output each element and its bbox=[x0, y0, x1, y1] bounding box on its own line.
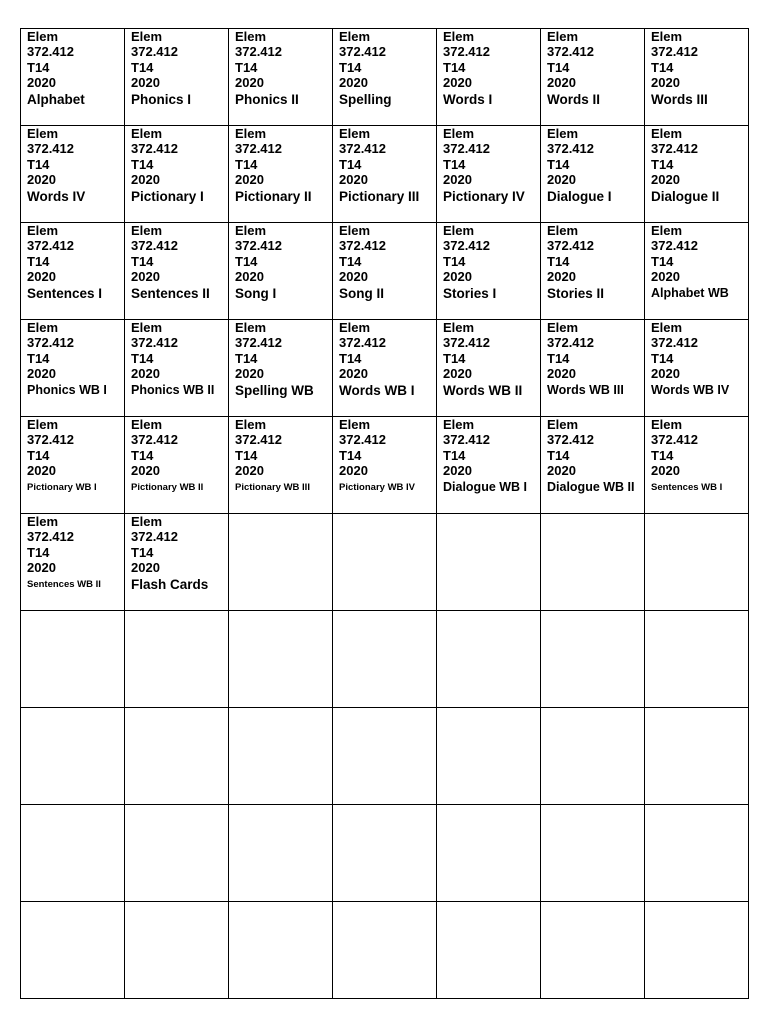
empty-label-cell bbox=[437, 708, 541, 805]
call-number-cutter: T14 bbox=[547, 59, 570, 75]
call-number-year: 2020 bbox=[339, 269, 368, 285]
call-number-year: 2020 bbox=[339, 463, 368, 479]
call-number-prefix: Elem bbox=[651, 417, 683, 432]
call-number-cutter: T14 bbox=[339, 253, 362, 269]
empty-label-cell bbox=[333, 708, 437, 805]
label-title: Pictionary II bbox=[235, 188, 312, 204]
call-number-prefix: Elem bbox=[651, 320, 683, 335]
call-number-prefix: Elem bbox=[131, 126, 163, 141]
spine-label bbox=[125, 223, 229, 320]
label-row bbox=[21, 126, 749, 223]
spine-label bbox=[125, 126, 229, 223]
call-number-year: 2020 bbox=[27, 172, 56, 188]
label-title: Sentences I bbox=[27, 285, 103, 301]
spine-label bbox=[21, 126, 125, 223]
call-number-year: 2020 bbox=[131, 366, 160, 382]
call-number-cutter: T14 bbox=[339, 59, 362, 75]
call-number-class: 372.412 bbox=[131, 141, 178, 157]
call-number-prefix: Elem bbox=[339, 223, 371, 238]
label-title: Words WB III bbox=[547, 382, 624, 397]
call-number-cutter: T14 bbox=[651, 253, 674, 269]
spine-label bbox=[229, 320, 333, 417]
call-number-cutter: T14 bbox=[27, 59, 50, 75]
call-number-cutter: T14 bbox=[131, 350, 154, 366]
call-number-prefix: Elem bbox=[235, 223, 267, 238]
spine-label bbox=[645, 320, 749, 417]
call-number-class: 372.412 bbox=[235, 432, 282, 448]
spine-label bbox=[437, 320, 541, 417]
spine-label bbox=[21, 223, 125, 320]
empty-label-cell bbox=[645, 902, 749, 999]
empty-label-cell bbox=[21, 708, 125, 805]
spine-label bbox=[125, 514, 229, 611]
call-number-prefix: Elem bbox=[547, 320, 579, 335]
spine-label bbox=[229, 417, 333, 514]
label-sheet-table bbox=[20, 28, 749, 999]
label-title: Sentences WB II bbox=[27, 578, 101, 590]
call-number-class: 372.412 bbox=[651, 44, 698, 60]
spine-label bbox=[21, 514, 125, 611]
call-number-class: 372.412 bbox=[235, 44, 282, 60]
spine-label bbox=[333, 320, 437, 417]
call-number-year: 2020 bbox=[547, 75, 576, 91]
spine-label bbox=[125, 320, 229, 417]
call-number-cutter: T14 bbox=[235, 350, 258, 366]
call-number-year: 2020 bbox=[235, 269, 264, 285]
call-number-year: 2020 bbox=[339, 366, 368, 382]
label-title: Words IV bbox=[27, 188, 86, 204]
call-number-year: 2020 bbox=[235, 366, 264, 382]
empty-label-cell bbox=[437, 902, 541, 999]
call-number-class: 372.412 bbox=[27, 432, 74, 448]
call-number-cutter: T14 bbox=[235, 447, 258, 463]
label-title: Words II bbox=[547, 91, 601, 107]
call-number-cutter: T14 bbox=[235, 156, 258, 172]
empty-label-cell bbox=[229, 805, 333, 902]
empty-label-cell bbox=[645, 805, 749, 902]
label-title: Dialogue II bbox=[651, 188, 720, 204]
call-number-cutter: T14 bbox=[131, 544, 154, 560]
call-number-cutter: T14 bbox=[651, 156, 674, 172]
call-number-cutter: T14 bbox=[131, 253, 154, 269]
call-number-year: 2020 bbox=[27, 463, 56, 479]
call-number-year: 2020 bbox=[27, 269, 56, 285]
spine-label bbox=[125, 417, 229, 514]
empty-label-cell bbox=[541, 902, 645, 999]
call-number-class: 372.412 bbox=[27, 44, 74, 60]
call-number-class: 372.412 bbox=[339, 141, 386, 157]
call-number-class: 372.412 bbox=[131, 238, 178, 254]
call-number-year: 2020 bbox=[131, 172, 160, 188]
empty-label-cell bbox=[21, 805, 125, 902]
call-number-prefix: Elem bbox=[547, 126, 579, 141]
call-number-year: 2020 bbox=[443, 269, 472, 285]
call-number-cutter: T14 bbox=[651, 59, 674, 75]
label-title: Sentences WB I bbox=[651, 481, 723, 493]
call-number-cutter: T14 bbox=[27, 253, 50, 269]
empty-label-cell bbox=[21, 902, 125, 999]
call-number-prefix: Elem bbox=[443, 29, 475, 44]
label-row bbox=[21, 514, 749, 611]
spine-label bbox=[21, 417, 125, 514]
call-number-year: 2020 bbox=[131, 560, 160, 576]
call-number-year: 2020 bbox=[547, 366, 576, 382]
label-title: Pictionary WB IV bbox=[339, 481, 416, 493]
call-number-class: 372.412 bbox=[651, 238, 698, 254]
empty-label-cell bbox=[437, 611, 541, 708]
call-number-year: 2020 bbox=[235, 463, 264, 479]
call-number-year: 2020 bbox=[131, 463, 160, 479]
label-title: Alphabet bbox=[27, 91, 85, 107]
call-number-prefix: Elem bbox=[651, 126, 683, 141]
call-number-prefix: Elem bbox=[131, 514, 163, 529]
spine-label bbox=[125, 29, 229, 126]
spine-label bbox=[229, 223, 333, 320]
empty-label-cell bbox=[541, 514, 645, 611]
call-number-class: 372.412 bbox=[339, 238, 386, 254]
spine-label bbox=[541, 417, 645, 514]
empty-label-cell bbox=[229, 611, 333, 708]
spine-label bbox=[437, 223, 541, 320]
call-number-year: 2020 bbox=[443, 366, 472, 382]
call-number-class: 372.412 bbox=[235, 238, 282, 254]
label-title: Words WB IV bbox=[651, 382, 730, 397]
empty-label-cell bbox=[541, 611, 645, 708]
call-number-cutter: T14 bbox=[443, 447, 466, 463]
spine-label bbox=[645, 417, 749, 514]
call-number-year: 2020 bbox=[131, 269, 160, 285]
call-number-prefix: Elem bbox=[443, 223, 475, 238]
spine-label bbox=[333, 126, 437, 223]
label-title: Alphabet WB bbox=[651, 285, 729, 300]
call-number-prefix: Elem bbox=[235, 29, 267, 44]
label-title: Pictionary III bbox=[339, 188, 420, 204]
call-number-cutter: T14 bbox=[651, 447, 674, 463]
call-number-class: 372.412 bbox=[27, 529, 74, 545]
call-number-class: 372.412 bbox=[235, 335, 282, 351]
call-number-class: 372.412 bbox=[27, 141, 74, 157]
call-number-cutter: T14 bbox=[443, 253, 466, 269]
call-number-class: 372.412 bbox=[131, 529, 178, 545]
call-number-prefix: Elem bbox=[547, 29, 579, 44]
spine-label bbox=[645, 126, 749, 223]
empty-label-cell bbox=[333, 805, 437, 902]
empty-label-cell bbox=[437, 805, 541, 902]
call-number-year: 2020 bbox=[339, 172, 368, 188]
call-number-cutter: T14 bbox=[547, 447, 570, 463]
label-row bbox=[21, 223, 749, 320]
call-number-prefix: Elem bbox=[27, 320, 59, 335]
spine-label bbox=[541, 320, 645, 417]
call-number-class: 372.412 bbox=[443, 238, 490, 254]
spine-label bbox=[645, 223, 749, 320]
call-number-class: 372.412 bbox=[443, 335, 490, 351]
call-number-class: 372.412 bbox=[339, 432, 386, 448]
spine-label bbox=[437, 417, 541, 514]
call-number-prefix: Elem bbox=[235, 126, 267, 141]
call-number-class: 372.412 bbox=[547, 238, 594, 254]
empty-label-cell bbox=[645, 611, 749, 708]
label-title: Pictionary IV bbox=[443, 188, 525, 204]
label-row bbox=[21, 29, 749, 126]
call-number-class: 372.412 bbox=[651, 432, 698, 448]
call-number-class: 372.412 bbox=[547, 432, 594, 448]
spine-label bbox=[437, 126, 541, 223]
empty-label-cell bbox=[333, 514, 437, 611]
spine-label bbox=[229, 29, 333, 126]
empty-label-cell bbox=[541, 805, 645, 902]
call-number-year: 2020 bbox=[651, 269, 680, 285]
call-number-class: 372.412 bbox=[547, 141, 594, 157]
call-number-cutter: T14 bbox=[339, 447, 362, 463]
spine-label bbox=[333, 223, 437, 320]
label-title: Phonics II bbox=[235, 91, 299, 107]
spine-label bbox=[645, 29, 749, 126]
call-number-cutter: T14 bbox=[27, 156, 50, 172]
call-number-cutter: T14 bbox=[131, 447, 154, 463]
call-number-prefix: Elem bbox=[443, 126, 475, 141]
call-number-cutter: T14 bbox=[27, 544, 50, 560]
label-row bbox=[21, 417, 749, 514]
call-number-prefix: Elem bbox=[235, 320, 267, 335]
call-number-prefix: Elem bbox=[443, 417, 475, 432]
call-number-year: 2020 bbox=[235, 75, 264, 91]
call-number-prefix: Elem bbox=[131, 320, 163, 335]
empty-label-cell bbox=[125, 708, 229, 805]
empty-label-cell bbox=[125, 805, 229, 902]
call-number-prefix: Elem bbox=[547, 417, 579, 432]
call-number-prefix: Elem bbox=[339, 126, 371, 141]
label-title: Phonics WB II bbox=[131, 382, 215, 397]
call-number-year: 2020 bbox=[27, 560, 56, 576]
call-number-year: 2020 bbox=[547, 172, 576, 188]
call-number-year: 2020 bbox=[651, 366, 680, 382]
call-number-class: 372.412 bbox=[131, 432, 178, 448]
call-number-class: 372.412 bbox=[27, 335, 74, 351]
call-number-class: 372.412 bbox=[339, 335, 386, 351]
call-number-cutter: T14 bbox=[235, 253, 258, 269]
empty-label-cell bbox=[645, 514, 749, 611]
spine-label bbox=[21, 29, 125, 126]
label-title: Words III bbox=[651, 91, 708, 107]
label-row bbox=[21, 902, 749, 999]
call-number-class: 372.412 bbox=[131, 335, 178, 351]
call-number-prefix: Elem bbox=[27, 29, 59, 44]
call-number-prefix: Elem bbox=[131, 417, 163, 432]
call-number-year: 2020 bbox=[27, 366, 56, 382]
label-title: Stories I bbox=[443, 285, 497, 301]
label-title: Pictionary WB II bbox=[131, 481, 204, 493]
call-number-cutter: T14 bbox=[547, 156, 570, 172]
call-number-prefix: Elem bbox=[131, 29, 163, 44]
label-title: Pictionary WB I bbox=[27, 481, 97, 493]
call-number-prefix: Elem bbox=[651, 223, 683, 238]
label-title: Phonics WB I bbox=[27, 382, 107, 397]
empty-label-cell bbox=[333, 611, 437, 708]
label-title: Sentences II bbox=[131, 285, 210, 301]
label-title: Words WB II bbox=[443, 382, 523, 398]
empty-label-cell bbox=[229, 708, 333, 805]
call-number-class: 372.412 bbox=[547, 335, 594, 351]
label-title: Phonics I bbox=[131, 91, 192, 107]
label-title: Song I bbox=[235, 285, 277, 301]
call-number-year: 2020 bbox=[443, 463, 472, 479]
empty-label-cell bbox=[645, 708, 749, 805]
call-number-class: 372.412 bbox=[443, 141, 490, 157]
call-number-class: 372.412 bbox=[651, 141, 698, 157]
call-number-prefix: Elem bbox=[651, 29, 683, 44]
empty-label-cell bbox=[541, 708, 645, 805]
call-number-prefix: Elem bbox=[443, 320, 475, 335]
call-number-class: 372.412 bbox=[443, 44, 490, 60]
empty-label-cell bbox=[21, 611, 125, 708]
label-title: Dialogue WB I bbox=[443, 479, 528, 494]
call-number-cutter: T14 bbox=[547, 350, 570, 366]
spine-label bbox=[333, 29, 437, 126]
label-title: Spelling WB bbox=[235, 382, 314, 398]
call-number-prefix: Elem bbox=[339, 29, 371, 44]
call-number-prefix: Elem bbox=[339, 417, 371, 432]
call-number-cutter: T14 bbox=[131, 59, 154, 75]
spine-label bbox=[541, 126, 645, 223]
call-number-year: 2020 bbox=[547, 269, 576, 285]
call-number-cutter: T14 bbox=[547, 253, 570, 269]
label-title: Words WB I bbox=[339, 382, 415, 398]
call-number-prefix: Elem bbox=[339, 320, 371, 335]
call-number-cutter: T14 bbox=[27, 447, 50, 463]
call-number-cutter: T14 bbox=[443, 350, 466, 366]
call-number-year: 2020 bbox=[443, 172, 472, 188]
call-number-year: 2020 bbox=[651, 463, 680, 479]
call-number-year: 2020 bbox=[651, 75, 680, 91]
call-number-prefix: Elem bbox=[235, 417, 267, 432]
call-number-cutter: T14 bbox=[131, 156, 154, 172]
spine-label bbox=[229, 126, 333, 223]
empty-label-cell bbox=[125, 902, 229, 999]
call-number-year: 2020 bbox=[339, 75, 368, 91]
label-title: Words I bbox=[443, 91, 493, 107]
call-number-cutter: T14 bbox=[443, 59, 466, 75]
label-title: Pictionary WB III bbox=[235, 481, 310, 493]
spine-label bbox=[333, 417, 437, 514]
call-number-year: 2020 bbox=[547, 463, 576, 479]
label-row bbox=[21, 320, 749, 417]
call-number-cutter: T14 bbox=[443, 156, 466, 172]
spine-label bbox=[21, 320, 125, 417]
call-number-cutter: T14 bbox=[235, 59, 258, 75]
label-title: Spelling bbox=[339, 91, 392, 107]
spine-label bbox=[437, 29, 541, 126]
call-number-cutter: T14 bbox=[339, 350, 362, 366]
call-number-class: 372.412 bbox=[131, 44, 178, 60]
empty-label-cell bbox=[229, 902, 333, 999]
empty-label-cell bbox=[437, 514, 541, 611]
call-number-class: 372.412 bbox=[235, 141, 282, 157]
empty-label-cell bbox=[229, 514, 333, 611]
label-row bbox=[21, 611, 749, 708]
label-row bbox=[21, 805, 749, 902]
empty-label-cell bbox=[333, 902, 437, 999]
call-number-prefix: Elem bbox=[27, 417, 59, 432]
label-title: Flash Cards bbox=[131, 576, 209, 592]
call-number-prefix: Elem bbox=[27, 514, 59, 529]
call-number-class: 372.412 bbox=[547, 44, 594, 60]
call-number-cutter: T14 bbox=[27, 350, 50, 366]
label-title: Dialogue I bbox=[547, 188, 612, 204]
spine-label bbox=[541, 223, 645, 320]
call-number-year: 2020 bbox=[27, 75, 56, 91]
call-number-year: 2020 bbox=[651, 172, 680, 188]
spine-label bbox=[541, 29, 645, 126]
empty-label-cell bbox=[125, 611, 229, 708]
call-number-class: 372.412 bbox=[651, 335, 698, 351]
label-title: Song II bbox=[339, 285, 384, 301]
call-number-prefix: Elem bbox=[27, 223, 59, 238]
call-number-year: 2020 bbox=[131, 75, 160, 91]
call-number-prefix: Elem bbox=[547, 223, 579, 238]
call-number-prefix: Elem bbox=[27, 126, 59, 141]
call-number-class: 372.412 bbox=[339, 44, 386, 60]
label-title: Pictionary I bbox=[131, 188, 204, 204]
call-number-year: 2020 bbox=[235, 172, 264, 188]
call-number-class: 372.412 bbox=[27, 238, 74, 254]
call-number-year: 2020 bbox=[443, 75, 472, 91]
label-title: Dialogue WB II bbox=[547, 479, 635, 494]
call-number-cutter: T14 bbox=[339, 156, 362, 172]
call-number-cutter: T14 bbox=[651, 350, 674, 366]
label-title: Stories II bbox=[547, 285, 605, 301]
call-number-prefix: Elem bbox=[131, 223, 163, 238]
call-number-class: 372.412 bbox=[443, 432, 490, 448]
label-row bbox=[21, 708, 749, 805]
